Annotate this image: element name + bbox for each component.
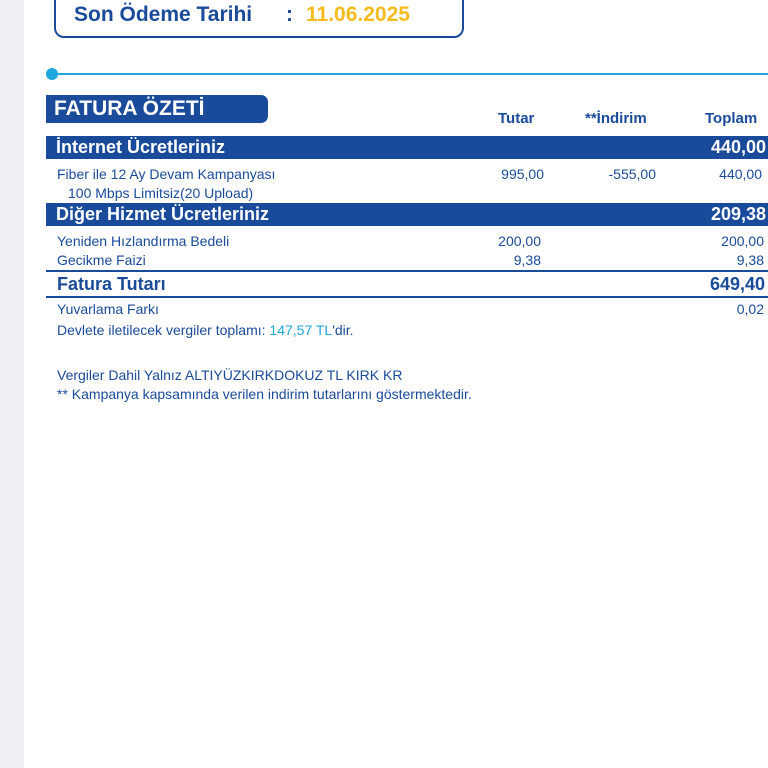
other-item-toplam: 9,38: [736, 252, 764, 268]
rounding-amount: 0,02: [736, 301, 764, 317]
internet-item-name: Fiber ile 12 Ay Devam Kampanyası: [57, 166, 276, 182]
invoice-total-label: Fatura Tutarı: [57, 274, 166, 294]
invoice-total-amount: 649,40: [709, 274, 765, 294]
timeline-dot: [46, 68, 58, 80]
internet-section-total: 440,00: [710, 137, 766, 157]
tax-suffix: 'dir.: [332, 322, 354, 338]
summary-title: FATURA ÖZETİ: [46, 95, 268, 123]
discount-footnote: ** Kampanya kapsamında verilen indirim tutarlarını göstermektedir.: [57, 386, 472, 402]
tax-line: [57, 322, 354, 338]
internet-item-tutar: 995,00: [501, 166, 544, 182]
due-date-label: Son Ödeme Tarihi: [74, 3, 253, 26]
tax-prefix: Devlete iletilecek vergiler toplamı:: [57, 322, 270, 338]
column-header-indirim: **İndirim: [585, 110, 647, 127]
timeline-line: [50, 73, 768, 75]
column-header-toplam: Toplam: [705, 110, 758, 127]
internet-item-indirim: -555,00: [608, 166, 656, 182]
other-item-tutar: 200,00: [498, 233, 541, 249]
due-date-box: [54, 0, 464, 38]
tax-amount: 147,57 TL: [269, 322, 333, 338]
other-item-name: Gecikme Faizi: [57, 252, 146, 268]
internet-section-header: [46, 136, 768, 159]
column-header-tutar: Tutar: [498, 110, 535, 127]
other-item-tutar: 9,38: [513, 252, 541, 268]
rounding-label: Yuvarlama Farkı: [57, 301, 159, 317]
amount-in-words-note: Vergiler Dahil Yalnız ALTIYÜZKIRKDOKUZ TL KIRK KR: [57, 367, 403, 383]
internet-section-title: İnternet Ücretleriniz: [56, 137, 226, 157]
due-date-value: 11.06.2025: [306, 3, 410, 26]
due-date-colon: :: [286, 3, 293, 26]
other-section-header: [46, 203, 768, 226]
internet-item-detail: 100 Mbps Limitsiz(20 Upload): [68, 185, 254, 201]
other-section-title: Diğer Hizmet Ücretleriniz: [56, 204, 270, 224]
other-item-name: Yeniden Hızlandırma Bedeli: [57, 233, 230, 249]
internet-item-toplam: 440,00: [719, 166, 762, 182]
other-item-toplam: 200,00: [721, 233, 764, 249]
other-section-total: 209,38: [710, 204, 766, 224]
